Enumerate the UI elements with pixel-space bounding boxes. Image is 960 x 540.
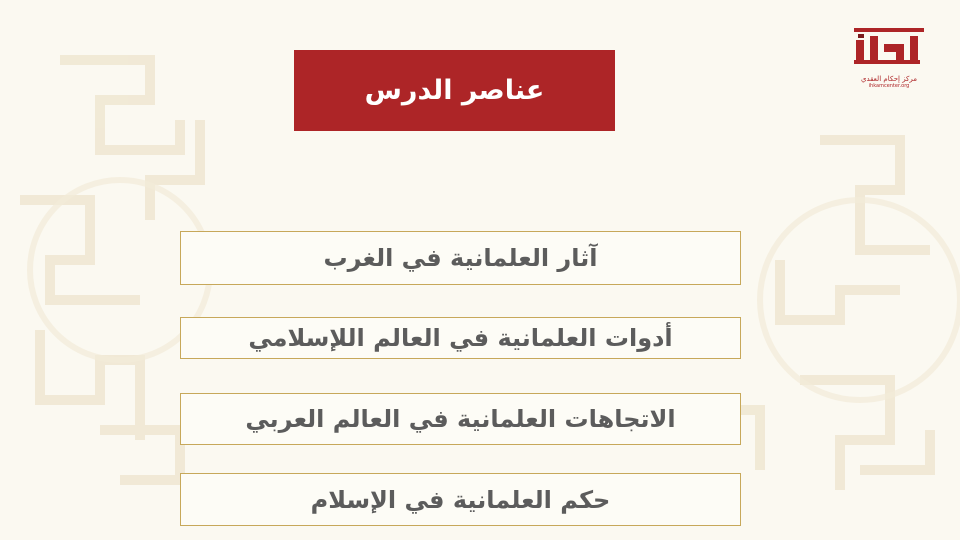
lesson-title-box bbox=[294, 50, 615, 131]
lesson-item-label: حكم العلمانية في الإسلام bbox=[310, 485, 611, 514]
ihkam-logo bbox=[850, 26, 928, 96]
lesson-item-label: آثار العلمانية في الغرب bbox=[323, 244, 598, 272]
lesson-item bbox=[180, 393, 741, 445]
logo-tagline: مركز إحكام العقدي bbox=[860, 75, 917, 83]
logo-subtext: ihkamcenter.org bbox=[868, 83, 910, 89]
lesson-item-label: الاتجاهات العلمانية في العالم العربي bbox=[245, 405, 676, 433]
lesson-item bbox=[180, 473, 741, 526]
lesson-item bbox=[180, 231, 741, 285]
logo-mark bbox=[852, 26, 926, 74]
lesson-item-label: أدوات العلمانية في العالم اللإسلامي bbox=[248, 324, 673, 352]
lesson-item bbox=[180, 317, 741, 359]
lesson-title: عناصر الدرس bbox=[364, 75, 545, 106]
